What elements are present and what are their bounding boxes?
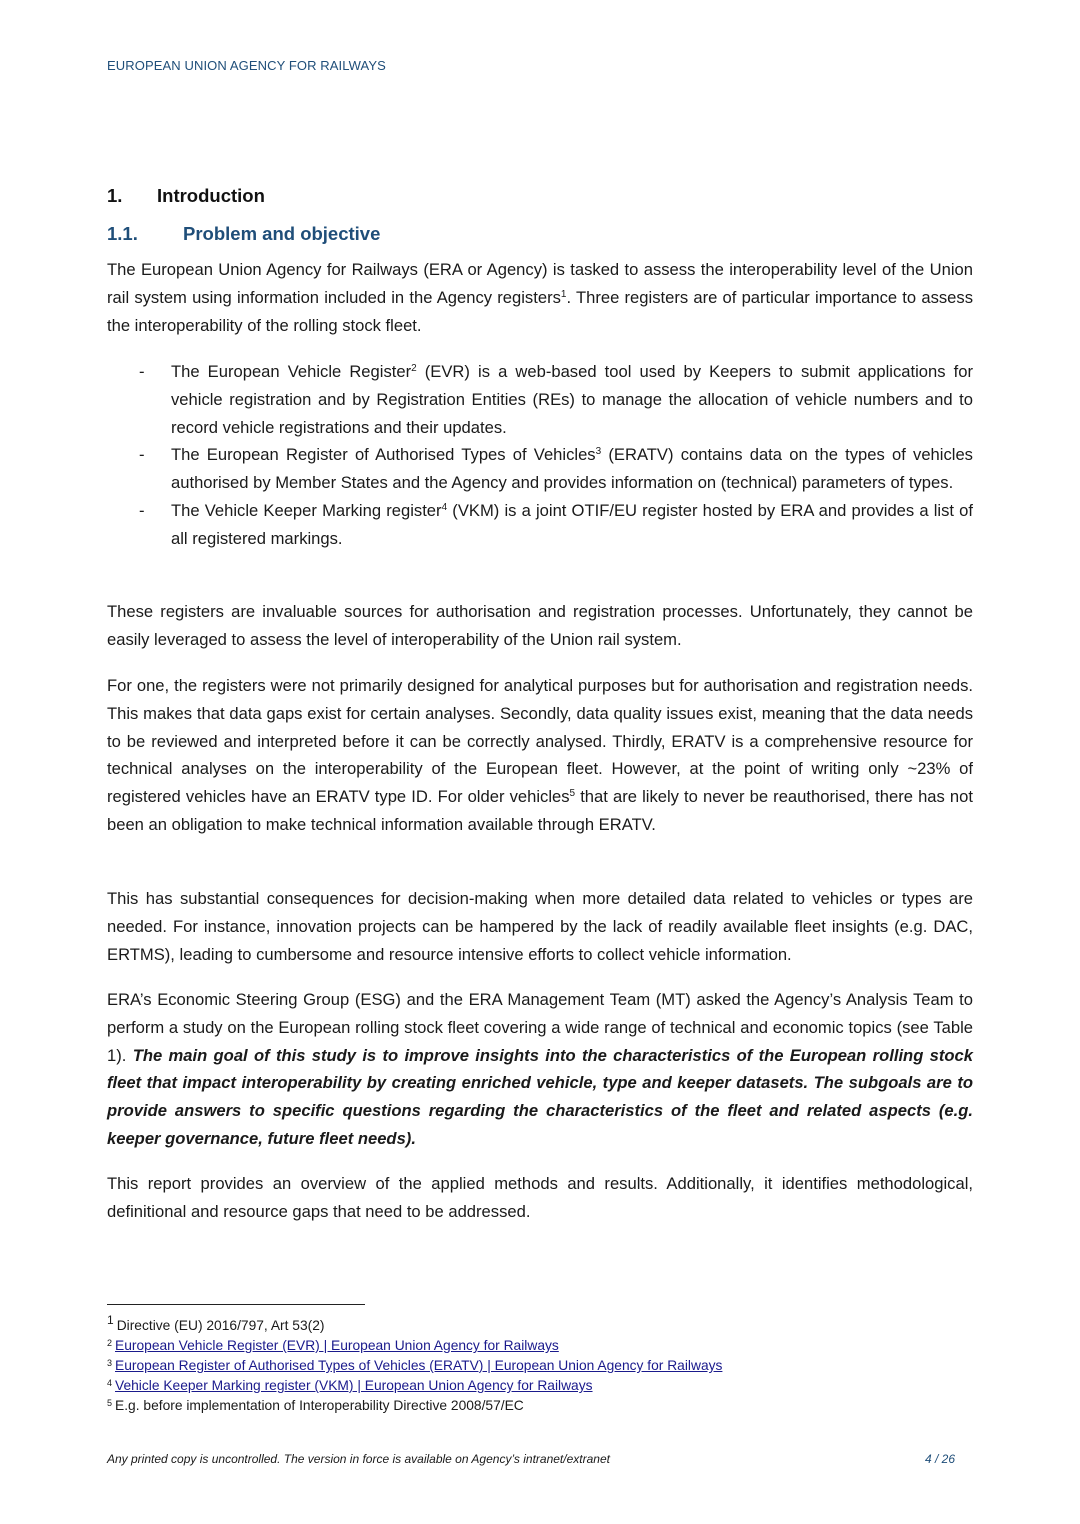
footnote-ref[interactable]: 5 bbox=[569, 788, 576, 800]
footnote-ref[interactable]: 2 bbox=[411, 363, 417, 374]
footnote-number: 2 bbox=[107, 1338, 113, 1348]
footnote-number: 4 bbox=[107, 1378, 113, 1388]
footnote-link-eratv[interactable]: European Register of Authorised Types of Vehicles (ERATV) | European Union Agency for Railways bbox=[115, 1358, 723, 1373]
footnote bbox=[107, 1336, 977, 1356]
footnote-ref[interactable]: 3 bbox=[595, 446, 602, 458]
footnotes bbox=[107, 1313, 977, 1416]
list-item bbox=[107, 441, 973, 497]
register-list bbox=[107, 358, 973, 553]
paragraph-consequences: This has substantial consequences for decision-making when more detailed data related to vehicles or types are needed. For instance, innovation projects can be hampered by the lack of readily available fleet insights (e.g. DAC, ERTMS), leading to cumbersome and resource intensive efforts to collect vehicle information. bbox=[107, 889, 973, 964]
footnote-text: E.g. before implementation of Interoperability Directive 2008/57/EC bbox=[115, 1398, 524, 1413]
footnote-separator bbox=[107, 1304, 365, 1305]
paragraph-intro bbox=[107, 256, 973, 339]
footnote bbox=[107, 1313, 977, 1336]
subsection-heading bbox=[107, 223, 380, 245]
text: The European Register of Authorised Types of Vehicles bbox=[171, 445, 596, 465]
page-number: 4 / 26 bbox=[925, 1452, 956, 1466]
footnote-text: Directive (EU) 2016/797, Art 53(2) bbox=[116, 1318, 325, 1333]
paragraph-overview: This report provides an overview of the applied methods and results. Additionally, it identifies methodological, definitional and resource gaps that need to be addressed. bbox=[107, 1174, 973, 1221]
paragraph-data-gaps bbox=[107, 672, 973, 839]
emphasized-goal: The main goal of this study is to improve insights into the characteristics of the European rolling stock fleet that impact interoperability by creating enriched vehicle, type and keeper datasets. The subgoals are to provide answers to specific questions regarding the characteristics of the fleet and related aspects (e.g. keeper governance, future fleet needs). bbox=[107, 1045, 973, 1148]
text: For one, the registers were not primarily designed for analytical purposes but for authorisation and registration needs. This makes that data gaps exist for certain analyses. Secondly, data quality issues exist, meaning that the data needs to be reviewed and interpreted before it can be correctly analysed. Thirdly, ERATV is a comprehensive resource for technical analyses on the interoperability of the European fleet. However, at the point of writing only ~23% of registered vehicles have an ERATV type ID. For older vehicles bbox=[107, 676, 973, 807]
list-item bbox=[107, 497, 973, 553]
paragraph-goal bbox=[107, 986, 973, 1153]
footer-disclaimer: Any printed copy is uncontrolled. The version in force is available on Agency’s intranet/extranet bbox=[107, 1452, 610, 1466]
list-item bbox=[107, 358, 973, 441]
text: (VKM) is a joint OTIF/EU register hosted by ERA and provides a list of all registered markings. bbox=[171, 500, 974, 548]
section-number: 1. bbox=[107, 185, 123, 206]
footnote-number: 1 bbox=[107, 1313, 114, 1327]
section-title: Introduction bbox=[157, 185, 265, 206]
text: . Three registers are of particular importance to assess the interoperability of the rolling stock fleet. bbox=[107, 287, 973, 335]
footnote-link-vkm[interactable]: Vehicle Keeper Marking register (VKM) | European Union Agency for Railways bbox=[115, 1378, 593, 1393]
section-heading bbox=[107, 185, 265, 207]
text: (ERATV) contains data on the types of vehicles authorised by Member States and the Agency and provides information on (technical) parameters of types. bbox=[171, 445, 973, 493]
paragraph-registers: These registers are invaluable sources for authorisation and registration processes. Unfortunately, they cannot be easily leveraged to assess the level of interoperability of the Union rail system. bbox=[107, 602, 973, 649]
footnote-ref[interactable]: 4 bbox=[441, 501, 448, 513]
text: The European Union Agency for Railways (ERA or Agency) is tasked to assess the interoperability level of the Union rail system using information included in the Agency registers bbox=[107, 260, 973, 307]
bullet-dash: - bbox=[139, 500, 145, 520]
bullet-dash: - bbox=[139, 445, 145, 465]
footnote-ref[interactable]: 1 bbox=[560, 288, 567, 300]
footnote-number: 5 bbox=[107, 1398, 113, 1408]
text: The Vehicle Keeper Marking register bbox=[171, 500, 442, 520]
footnote-link-evr[interactable]: European Vehicle Register (EVR) | European Union Agency for Railways bbox=[115, 1338, 559, 1353]
footnote bbox=[107, 1396, 977, 1416]
running-header: EUROPEAN UNION AGENCY FOR RAILWAYS bbox=[107, 58, 386, 73]
footnote-number: 3 bbox=[107, 1358, 113, 1368]
text: The European Vehicle Register bbox=[171, 362, 412, 381]
bullet-dash: - bbox=[139, 362, 145, 381]
text: (EVR) is a web-based tool used by Keepers to submit applications for vehicle registration and by Registration Entities (REs) to manage the allocation of vehicle numbers and to record vehicle registrations and their updates. bbox=[171, 362, 973, 437]
text: that are likely to never be reauthorised, there has not been an obligation to make technical information available through ERATV. bbox=[107, 787, 973, 834]
footnote bbox=[107, 1376, 977, 1396]
text: ERA’s Economic Steering Group (ESG) and the ERA Management Team (MT) asked the Agency’s Analysis Team to perform a study on the European rolling stock fleet covering a wide range of technical and economic topics (see Table 1). bbox=[107, 990, 973, 1065]
footnote bbox=[107, 1356, 977, 1376]
subsection-number: 1.1. bbox=[107, 223, 138, 244]
subsection-title: Problem and objective bbox=[183, 223, 381, 244]
